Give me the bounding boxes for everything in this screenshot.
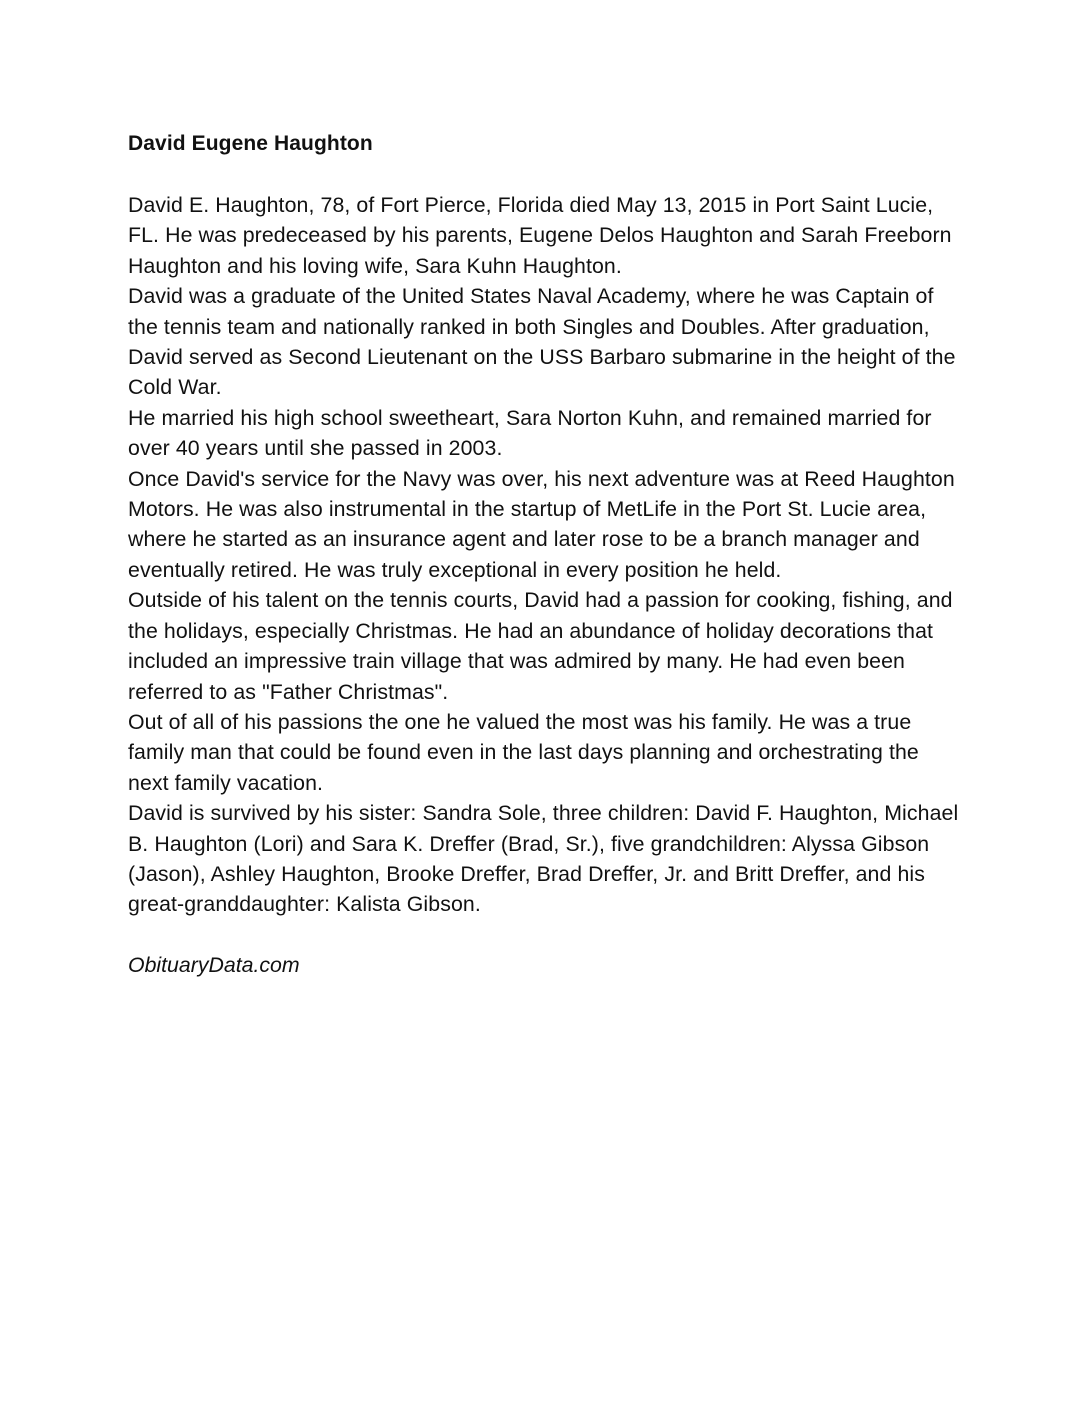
obituary-document (128, 128, 964, 980)
source-credit: ObituaryData.com (128, 952, 300, 977)
paragraph-death-notice: David E. Haughton, 78, of Fort Pierce, Florida died May 13, 2015 in Port Saint Lucie, FL. He was predeceased by his parents, Eugene Delos Haughton and Sarah Freeborn Haughton and his loving wife, Sara Kuhn Haughton. (128, 193, 952, 278)
paragraph-marriage: He married his high school sweetheart, Sara Norton Kuhn, and remained married for over 40 years until she passed in 2003. (128, 405, 932, 461)
paragraph-career: Once David's service for the Navy was over, his next adventure was at Reed Haughton Motors. He was also instrumental in the startup of MetLife in the Port St. Lucie area, where he started as an insurance agent and later rose to be a branch manager and eventually retired. He was truly exceptional in every position he held. (128, 466, 955, 582)
paragraph-family: Out of all of his passions the one he valued the most was his family. He was a true family man that could be found even in the last days planning and orchestrating the next family vacation. (128, 709, 919, 795)
paragraph-survivors: David is survived by his sister: Sandra Sole, three children: David F. Haughton, Michael B. Haughton (Lori) and Sara K. Dreffer (Brad, Sr.), five grandchildren: Alyssa Gibson (Jason), Ashley Haughton, Brooke Dreffer, Brad Dreffer, Jr. and Britt Dreffer, and his great-granddaughter: Kalista Gibson. (128, 801, 959, 917)
document-title: David Eugene Haughton (128, 132, 373, 155)
paragraph-naval-academy: David was a graduate of the United States Naval Academy, where he was Captain of the tennis team and nationally ranked in both Singles and Doubles. After graduation, David served as Second Lieutenant on the USS Barbaro submarine in the height of the Cold War. (128, 284, 956, 400)
paragraph-passions: Outside of his talent on the tennis courts, David had a passion for cooking, fishing, and the holidays, especially Christmas. He had an abundance of holiday decorations that included an impressive train village that was admired by many. He had even been referred to as "Father Christmas". (128, 588, 953, 704)
